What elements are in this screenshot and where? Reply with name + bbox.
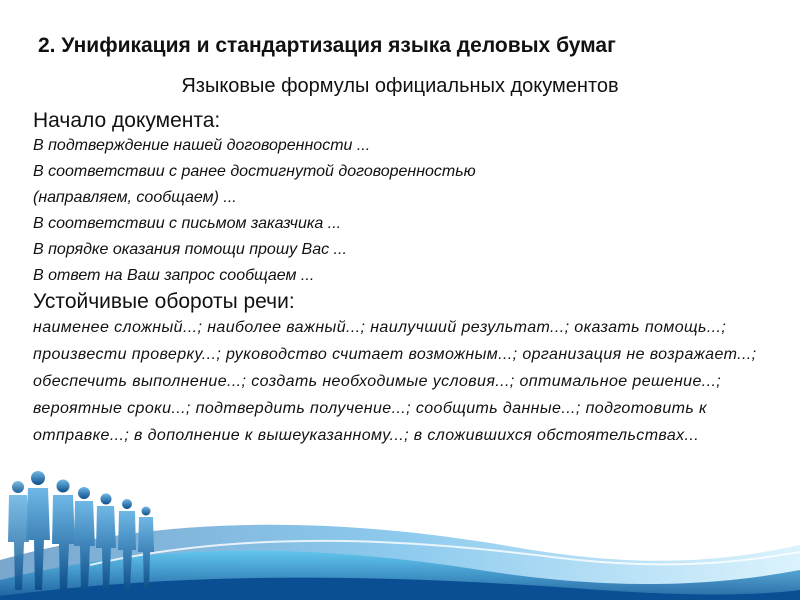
set-phrases-text: наименее сложный...; наиболее важный...; наилучший результат...; оказать помощь...; произвести проверку...; руководство считает возможным...; организация не возражает...; обеспечить выполнение...; создать необходимые условия...; оптимальное решение...; вероятные сроки...; подтвердить получение...; сообщить данные...; подготовить к отправке...; в дополнение к вышеуказанному...; в сложившихся обстоятельствах... (33, 319, 757, 444)
phrase-line: В подтверждение нашей договоренности ... (33, 137, 371, 154)
phrase-line: (направляем, сообщаем) ... (33, 189, 237, 206)
section-heading-document-start: Начало документа: (33, 109, 221, 132)
slide-title: 2. Унификация и стандартизация языка деловых бумаг (38, 34, 616, 57)
phrase-line: В соответствии с письмом заказчика ... (33, 215, 342, 232)
document-start-phrases (33, 133, 773, 289)
section-heading-set-phrases: Устойчивые обороты речи: (33, 290, 295, 313)
phrase-line: В порядке оказания помощи прошу Вас ... (33, 241, 347, 258)
phrase-line: В ответ на Ваш запрос сообщаем ... (33, 267, 315, 284)
slide-content (33, 108, 773, 449)
slide-subtitle: Языковые формулы официальных документов (181, 75, 619, 97)
phrase-line: В соответствии с ранее достигнутой договоренностью (33, 163, 476, 180)
